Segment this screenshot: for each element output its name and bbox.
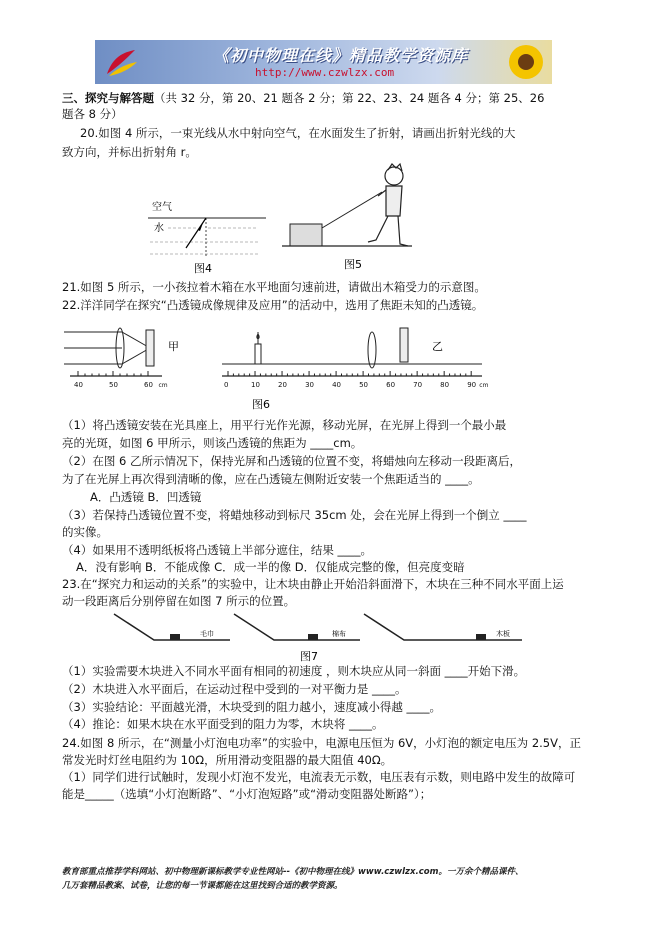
ruler-yi-tick-label: 90 [467, 381, 477, 389]
screen-jia [146, 330, 154, 366]
footer-line2: 几万套精品教案、试卷，让您的每一节课都能在这里找到合适的教学资源。 [62, 881, 343, 891]
site-banner [95, 40, 552, 84]
ruler-yi-tick-label: 40 [332, 381, 342, 389]
q23-part1: （1）实验需要木块进入不同水平面有相同的初速度 ，则木块应从同一斜面 ____开始下滑。 [62, 664, 526, 678]
q22-part2-line1: （2）在图 6 乙所示情况下，保持光屏和凸透镜的位置不变，将蜡烛向左移动一段距离后， [62, 454, 521, 468]
fig6-yi-label: 乙 [432, 340, 443, 353]
sunflower-icon [506, 42, 546, 82]
candle-flame-icon [257, 332, 259, 344]
ruler-yi-tick-label: 60 [386, 381, 396, 389]
ramp-cotton [234, 614, 360, 640]
ruler-yi-tick-label: 50 [359, 381, 369, 389]
fig6-setup-jia [64, 328, 179, 389]
q24-line2: 常发光时灯丝电阻约为 10Ω，所用滑动变阻器的最大阻值 40Ω。 [62, 753, 393, 767]
screen-yi [400, 328, 408, 362]
q22-part3-line1: （3）若保持凸透镜位置不变，将蜡烛移动到标尺 35cm 处，会在光屏上得到一个倒立 ____ [62, 508, 527, 522]
q24-line1: 24.如图 8 所示，在“测量小灯泡电功率”的实验中，电源电压恒为 6V，小灯泡的额定电压为 2.5V，正 [62, 736, 581, 750]
banner-url[interactable]: http://www.czwlzx.com [255, 66, 395, 79]
fig4-water-label: 水 [154, 223, 164, 234]
ruler-yi-tick-label: 30 [305, 381, 314, 389]
q22-intro: 22.洋洋同学在探究“凸透镜成像规律及应用”的活动中，选用了焦距未知的凸透镜。 [62, 298, 484, 312]
fig4-caption: 图4 [194, 262, 212, 275]
q24-part1-line1: （1）同学们进行试触时，发现小灯泡不发光，电流表无示数，电压表有示数，则电路中发生的故障可 [62, 770, 576, 784]
ramp-towel [114, 614, 230, 640]
fig4-air-label: 空气 [152, 202, 172, 213]
fig6-setup-yi [222, 328, 489, 389]
ramp-board [364, 614, 522, 640]
ruler-yi-tick-label: 80 [440, 381, 450, 389]
block-board [476, 634, 486, 640]
q21-text: 21.如图 5 所示，一小孩拉着木箱在水平地面匀速前进，请做出木箱受力的示意图。 [62, 280, 486, 294]
wooden-box [290, 224, 322, 246]
ruler-yi-tick-label: 70 [413, 381, 423, 389]
section-heading-line2: 题各 8 分） [62, 107, 123, 121]
figure-7 [110, 610, 530, 664]
fig6-caption: 图6 [252, 398, 270, 411]
candle [255, 344, 261, 364]
section-heading-title: 三、探究与解答题 [62, 91, 154, 105]
q23-line1: 23.在“探究力和运动的关系”的实验中，让木块由静止开始沿斜面滑下，木块在三种不同水平面上运 [62, 577, 564, 591]
fig6-jia-label: 甲 [168, 340, 179, 353]
q22-part2-options: A．凸透镜 B．凹透镜 [90, 490, 202, 504]
ruler-jia-tick-label: 50 [109, 381, 118, 389]
q22-part1-line2: 亮的光斑，如图 6 甲所示，则该凸透镜的焦距为 ____cm。 [62, 436, 363, 450]
q22-part2-line2: 为了在光屏上再次得到清晰的像，应在凸透镜左侧附近安装一个焦距适当的 ____。 [62, 472, 480, 486]
q23-line2: 动一段距离后分别停留在如图 7 所示的位置。 [62, 594, 296, 608]
convex-lens-yi [368, 332, 376, 368]
q22-part3-line2: 的实像。 [62, 525, 108, 539]
ray-arrow-icon [198, 223, 203, 231]
ruler-yi-tick-label: 10 [251, 381, 260, 389]
ruler-jia-unit-label: cm [158, 382, 168, 389]
ruler-yi-tick-label: 0 [224, 381, 229, 389]
child-figure [368, 164, 408, 246]
q23-part4: （4）推论：如果木块在水平面受到的阻力为零，木块将 ____。 [62, 717, 384, 731]
fig7-caption: 图7 [300, 650, 318, 663]
banner-title: 《初中物理在线》精品教学资源库 [213, 46, 469, 65]
figure-5 [282, 162, 412, 274]
block-cotton [308, 634, 318, 640]
surface-label-board: 木板 [496, 630, 510, 638]
q22-part1-line1: （1）将凸透镜安装在光具座上，用平行光作光源，移动光屏，在光屏上得到一个最小最 [62, 418, 507, 432]
site-logo-icon [103, 46, 139, 78]
incident-ray [186, 218, 206, 248]
surface-label-cotton: 棉布 [332, 630, 346, 638]
fig5-caption: 图5 [344, 258, 362, 271]
pull-rope [322, 192, 382, 228]
surface-label-towel: 毛巾 [200, 630, 214, 638]
q23-part3: （3）实验结论：平面越光滑，木块受到的阻力越小，速度减小得越 ____。 [62, 700, 441, 714]
q23-part2: （2）木块进入水平面后，在运动过程中受到的一对平衡力是 ____。 [62, 682, 407, 696]
ruler-jia-tick-label: 40 [74, 381, 83, 389]
q22-part4-options: A．没有影响 B．不能成像 C．成一半的像 D．仅能成完整的像，但亮度变暗 [76, 560, 465, 574]
section-heading-scoring: （共 32 分，第 20、21 题各 2 分；第 22、23、24 题各 4 分；第 25、26 [154, 91, 545, 105]
q20-line2: 致方向，并标出折射角 r。 [62, 145, 197, 159]
ruler-yi-unit-label: cm [479, 382, 489, 389]
figure-6 [62, 320, 502, 412]
q20-line1: 20.如图 4 所示，一束光线从水中射向空气，在水面发生了折射，请画出折射光线的大 [80, 126, 516, 140]
footer-line1: 教育部重点推荐学科网站、初中物理新课标教学专业性网站--《初中物理在线》www.czwlzx.com。一万余个精品课件、 [62, 867, 524, 877]
q22-part4-line1: （4）如果用不透明纸板将凸透镜上半部分遮住，结果 ____。 [62, 543, 372, 557]
q24-part1-line2: 能是_____（选填“小灯泡断路”、“小灯泡短路”或“滑动变阻器处断路”）； [62, 787, 432, 801]
ruler-jia-tick-label: 60 [144, 381, 153, 389]
block-towel [170, 634, 180, 640]
water-hatching [150, 228, 258, 254]
figure-4 [148, 198, 268, 276]
section-heading [62, 91, 544, 106]
ruler-yi-tick-label: 20 [278, 381, 287, 389]
